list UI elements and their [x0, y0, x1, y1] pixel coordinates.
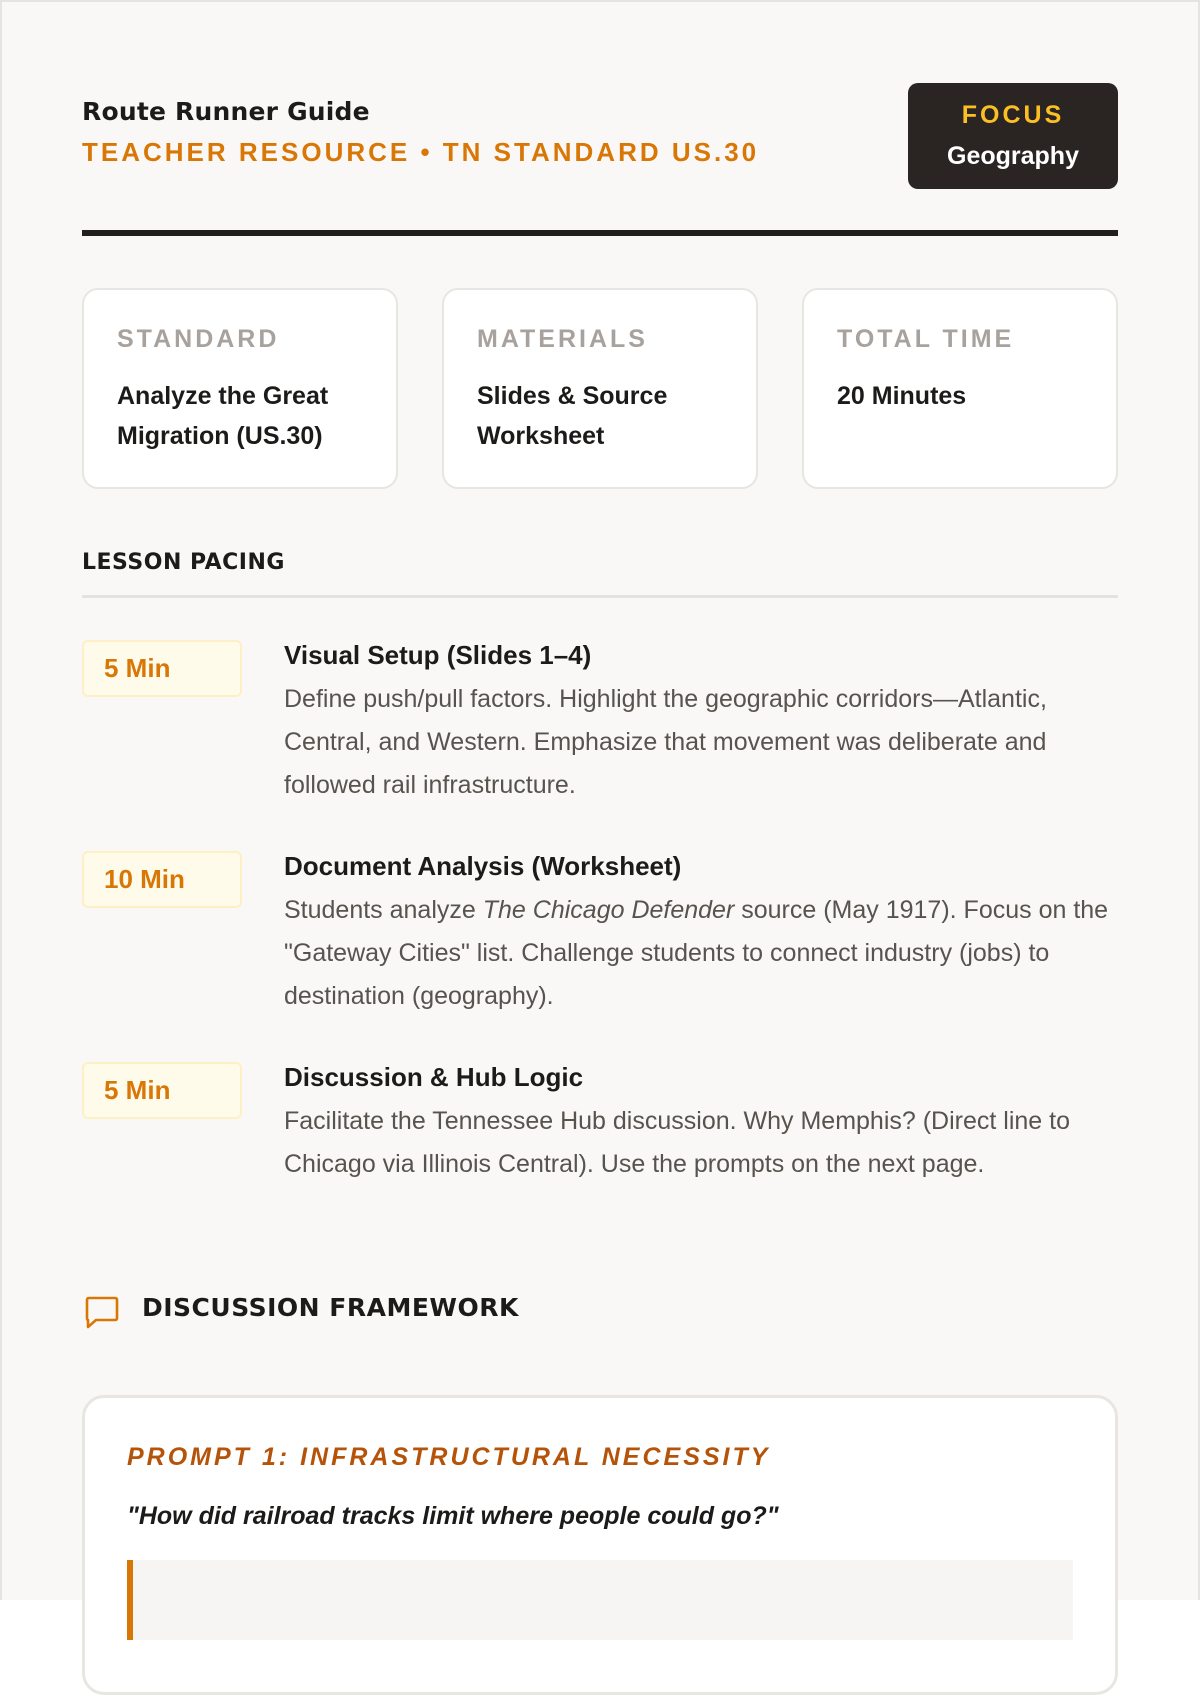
pacing-title: Document Analysis (Worksheet) — [284, 851, 682, 881]
pacing-description: Define push/pull factors. Highlight the geographic corridors—Atlantic, Central, and Western. Emphasize that movement was deliberate and followed rail infrastructure. — [284, 685, 1047, 799]
focus-label: FOCUS — [961, 101, 1065, 129]
duration-badge: 5 Min — [82, 1062, 242, 1119]
card-value: Slides & Source Worksheet — [477, 382, 668, 450]
header-divider — [82, 230, 1118, 236]
pacing-item — [82, 1060, 1118, 1186]
description-text: Students analyze — [284, 896, 483, 924]
card-label: TOTAL TIME — [837, 325, 1015, 353]
pacing-body — [284, 1060, 1118, 1186]
chat-bubble-icon — [82, 1292, 122, 1332]
card-total-time — [802, 288, 1118, 489]
page-header — [82, 2, 1118, 232]
pacing-description: Facilitate the Tennessee Hub discussion. Why Memphis? (Direct line to Chicago via Illinois Central). Use the prompts on the next page. — [284, 1107, 1070, 1178]
prompt-label: PROMPT 1: INFRASTRUCTURAL NECESSITY — [127, 1443, 771, 1471]
card-label: MATERIALS — [477, 325, 648, 353]
prompt-notes-box — [127, 1560, 1073, 1640]
duration-badge: 10 Min — [82, 851, 242, 908]
pacing-body — [284, 638, 1118, 807]
card-value: Analyze the Great Migration (US.30) — [117, 382, 329, 450]
pacing-description — [284, 889, 1118, 1018]
discussion-title: DISCUSSION FRAMEWORK — [142, 1293, 519, 1322]
guide-subtitle: TEACHER RESOURCE • TN STANDARD US.30 — [82, 137, 760, 167]
duration-badge: 5 Min — [82, 640, 242, 697]
pacing-item — [82, 849, 1118, 1018]
source-title: The Chicago Defender — [482, 896, 735, 924]
card-label: STANDARD — [117, 325, 280, 353]
card-value: 20 Minutes — [837, 382, 967, 410]
prompt-question: "How did railroad tracks limit where people could go?" — [127, 1502, 779, 1530]
pacing-list — [82, 638, 1118, 1186]
info-cards — [82, 288, 1118, 489]
card-materials — [442, 288, 758, 489]
discussion-framework-heading — [82, 1290, 1118, 1330]
pacing-item — [82, 638, 1118, 807]
card-standard — [82, 288, 398, 489]
prompt-card — [82, 1395, 1118, 1695]
pacing-body — [284, 849, 1118, 1018]
lesson-pacing-heading: LESSON PACING — [82, 550, 1118, 598]
focus-value: Geography — [947, 142, 1079, 170]
description-text: source (May 1917). Focus on the "Gateway Cities" list. Challenge students to connect industry (jobs) to destination (geography). — [284, 896, 1109, 1010]
pacing-title: Discussion & Hub Logic — [284, 1062, 584, 1092]
pacing-title: Visual Setup (Slides 1–4) — [284, 640, 592, 670]
guide-title: Route Runner Guide — [82, 97, 370, 126]
focus-badge — [908, 83, 1118, 189]
